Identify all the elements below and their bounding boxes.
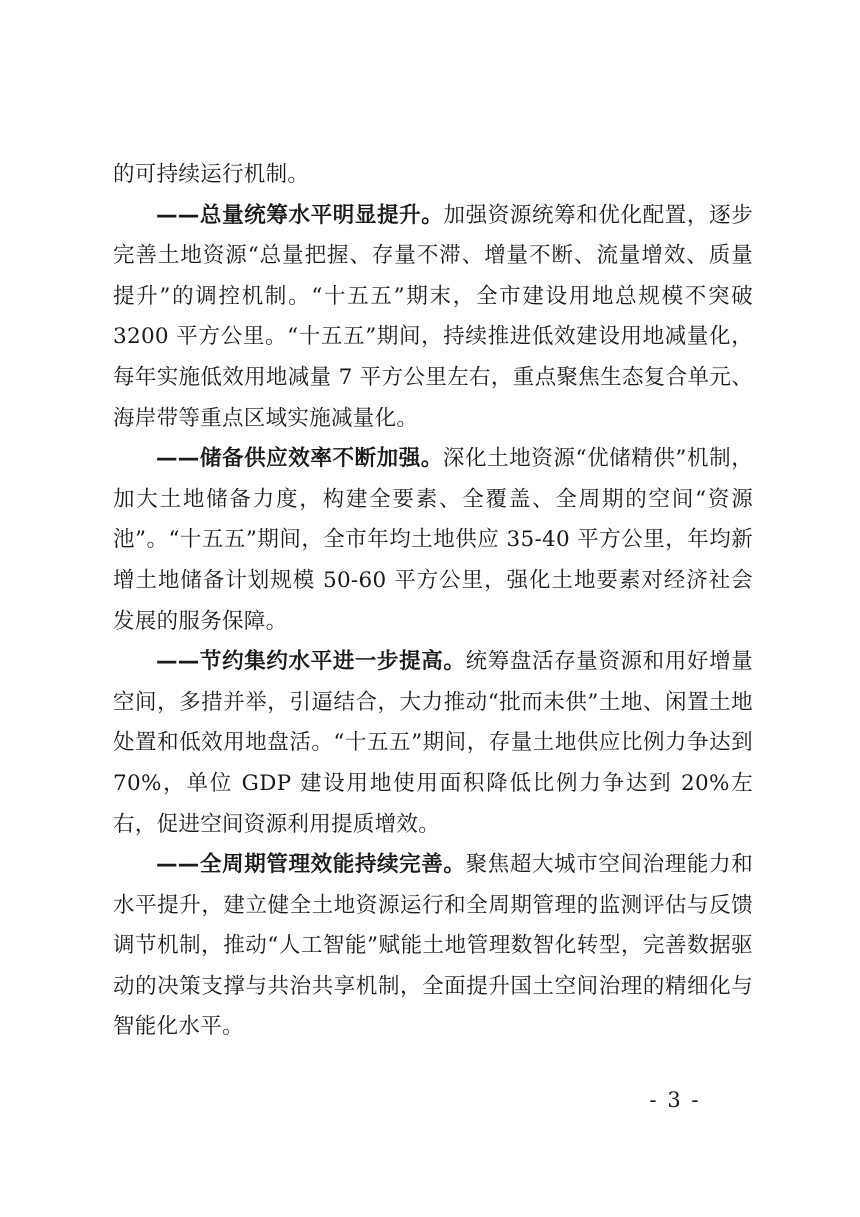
section-body: 深化土地资源“优储精供”机制，加大土地储备力度，构建全要素、全覆盖、全周期的空间“资源池”。“十五五”期间，全市年均土地供应 35-40 平方公里，年均新增土地储备计划规模 50-60 平方公里，强化土地要素对经济社会发展的服务保障。 <box>113 446 754 634</box>
section-heading: ——全周期管理效能持续完善。 <box>156 852 466 878</box>
page-number: - 3 - <box>649 1088 701 1112</box>
section-heading: ——总量统筹水平明显提升。 <box>156 202 444 228</box>
section-body: 聚焦超大城市空间治理能力和水平提升，建立健全土地资源运行和全周期管理的监测评估与反馈调节机制，推动“人工智能”赋能土地管理数智化转型，完善数据驱动的决策支撑与共治共享机制，全面提升国土空间治理的精细化与智能化水平。 <box>113 852 754 1040</box>
document-body <box>113 155 753 1048</box>
section-total-control <box>113 196 753 440</box>
section-body: 加强资源统筹和优化配置，逐步完善土地资源“总量把握、存量不滞、增量不断、流量增效、质量提升”的调控机制。“十五五”期末，全市建设用地总规模不突破 3200 平方公里。“十五五”期间，持续推进低效建设用地减量化，每年实施低效用地减量 7 平方公里左右，重点聚焦生态复合单元、海岸带等重点区域实施减量化。 <box>113 202 754 431</box>
section-heading: ——储备供应效率不断加强。 <box>156 446 443 472</box>
section-heading: ——节约集约水平进一步提高。 <box>156 649 466 675</box>
section-full-cycle-management <box>113 845 753 1048</box>
section-intensive-use <box>113 642 753 845</box>
section-body: 统筹盘活存量资源和用好增量空间，多措并举，引逼结合，大力推动“批而未供”土地、闲置土地处置和低效用地盘活。“十五五”期间，存量土地供应比例力争达到 70%，单位 GDP 建设用地使用面积降低比例力争达到 20%左右，促进空间资源利用提质增效。 <box>113 649 754 837</box>
section-reserve-supply <box>113 439 753 642</box>
intro-paragraph: 的可持续运行机制。 <box>113 162 310 187</box>
